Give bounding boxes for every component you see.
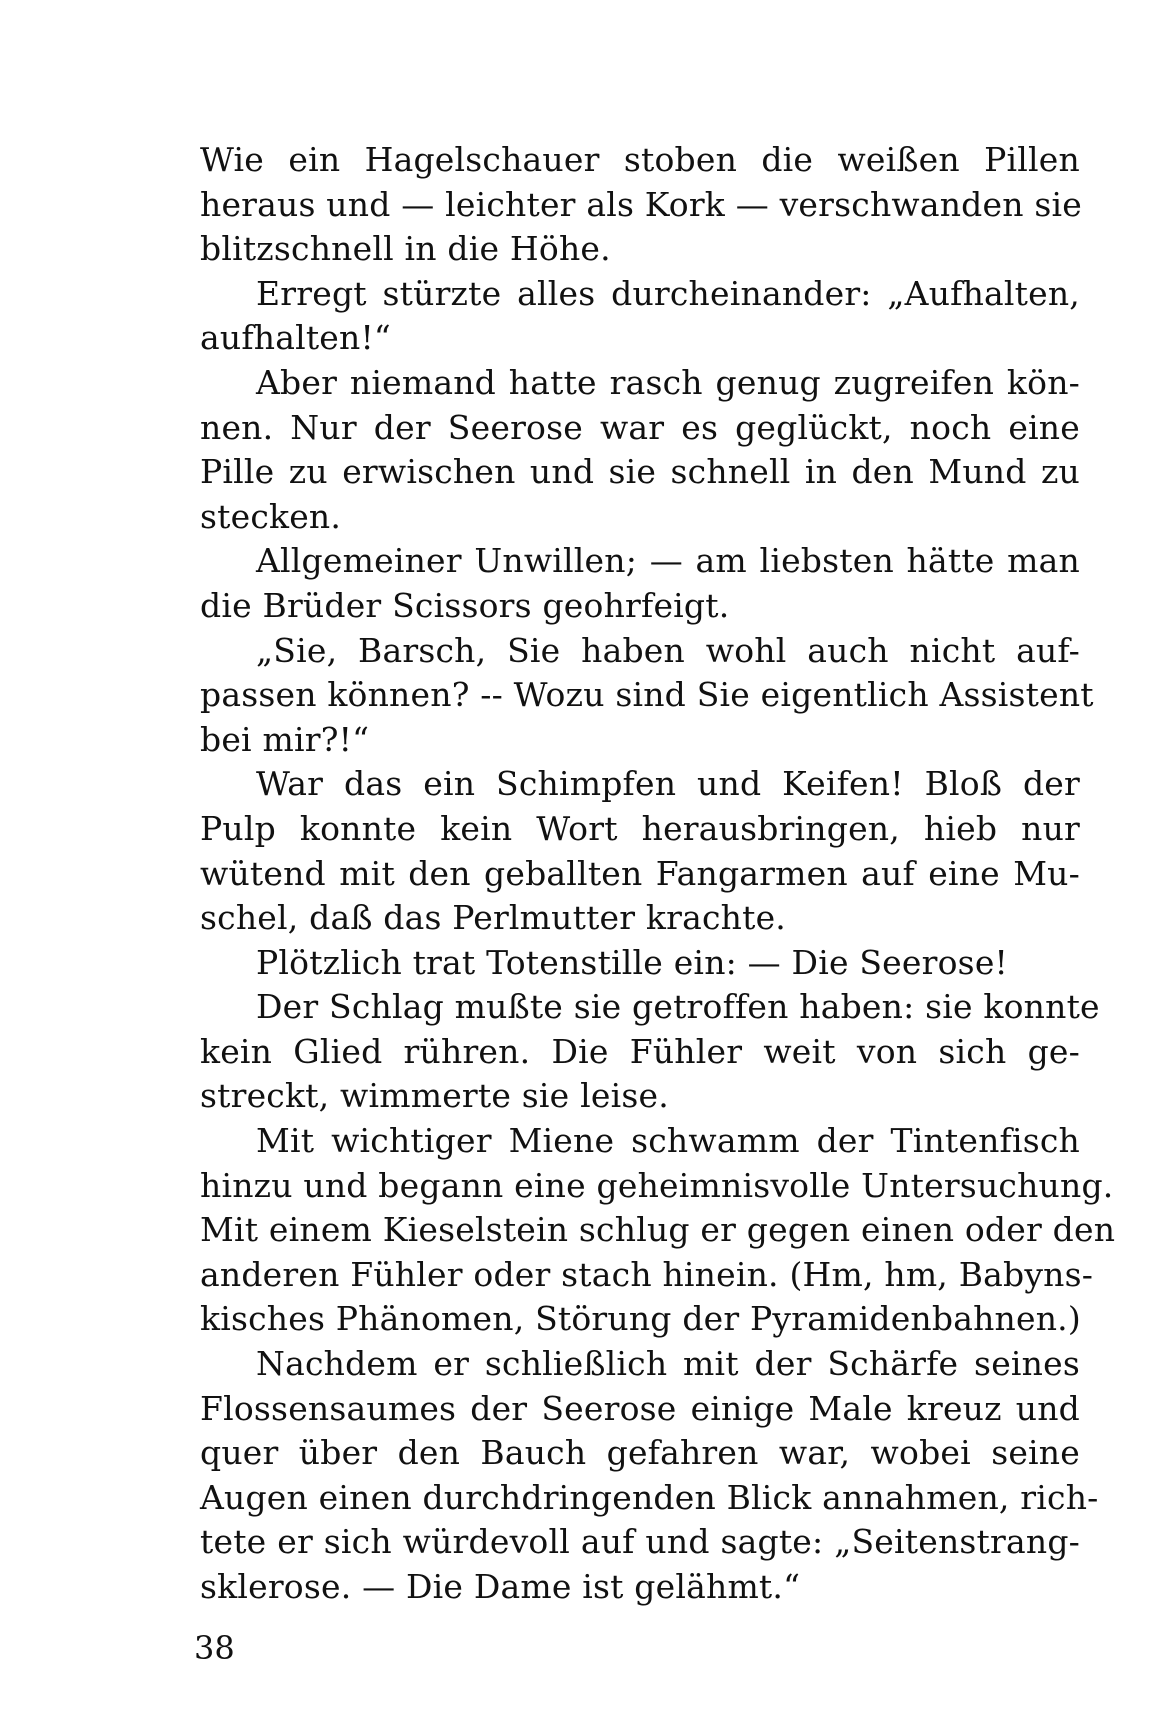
text-line: quer über den Bauch gefahren war, wobei seine [200, 1433, 1080, 1473]
text-line: Mit einem Kieselstein schlug er gegen einen oder den [200, 1210, 1116, 1250]
text-line: anderen Fühler oder stach hinein. (Hm, hm, Babyns- [200, 1254, 1094, 1294]
text-line: Wie ein Hagelschauer stoben die weißen Pillen [200, 140, 1080, 179]
text-line: tete er sich würdevoll auf und sagte: „Seitenstrang- [200, 1522, 1080, 1562]
text-line: bei mir?!“ [200, 719, 370, 759]
text-line: die Brüder Scissors geohrfeigt. [200, 585, 730, 625]
text-line: schel, daß das Perlmutter krachte. [200, 898, 786, 938]
text-line: War das ein Schimpfen und Keifen! Bloß der [256, 764, 1080, 804]
text-line: Pille zu erwischen und sie schnell in den Mund zu [200, 452, 1080, 492]
text-line: wütend mit den geballten Fangarmen auf eine Mu- [200, 853, 1080, 893]
text-line: Erregt stürzte alles durcheinander: „Aufhalten, [256, 273, 1080, 313]
text-line: stecken. [200, 496, 342, 536]
text-line: Augen einen durchdringenden Blick annahmen, rich- [200, 1477, 1099, 1517]
text-line: kisches Phänomen, Störung der Pyramidenbahnen.) [200, 1299, 1081, 1339]
text-line: streckt, wimmerte sie leise. [200, 1076, 669, 1116]
text-line: Plötzlich trat Totenstille ein: — Die Seerose! [256, 942, 1009, 982]
text-line: sklerose. — Die Dame ist gelähmt.“ [200, 1567, 801, 1606]
text-line: „Sie, Barsch, Sie haben wohl auch nicht auf- [256, 630, 1080, 670]
text-line: kein Glied rühren. Die Fühler weit von sich ge- [200, 1031, 1080, 1071]
text-line: Allgemeiner Unwillen; — am liebsten hätte man [256, 541, 1080, 581]
text-line: Mit wichtiger Miene schwamm der Tintenfisch [256, 1121, 1080, 1161]
text-line: Der Schlag mußte sie getroffen haben: sie konnte [256, 987, 1100, 1027]
text-line: blitzschnell in die Höhe. [200, 229, 611, 269]
text-line: aufhalten!“ [200, 318, 391, 358]
text-line: heraus und — leichter als Kork — verschwanden sie [200, 184, 1082, 224]
text-line: Aber niemand hatte rasch genug zugreifen kön- [256, 362, 1080, 402]
text-line: passen können? -- Wozu sind Sie eigentlich Assistent [200, 675, 1094, 715]
text-line: Flossensaumes der Seerose einige Male kreuz und [200, 1388, 1080, 1428]
text-line: hinzu und begann eine geheimnisvolle Untersuchung. [200, 1165, 1114, 1205]
text-line: Nachdem er schließlich mit der Schärfe seines [256, 1344, 1080, 1384]
body-text [200, 138, 1116, 1610]
text-line: Pulp konnte kein Wort herausbringen, hieb nur [200, 808, 1080, 848]
text-line: nen. Nur der Seerose war es geglückt, noch eine [200, 407, 1080, 447]
page-number: 38 [194, 1629, 235, 1667]
